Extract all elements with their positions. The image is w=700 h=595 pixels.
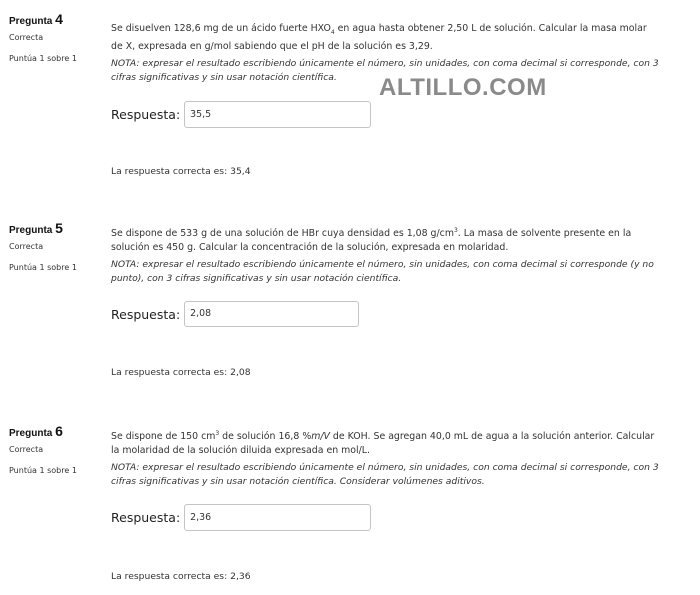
- question-text: Se dispone de 533 g de una solución de HBr cuya densidad es 1,08 $g/cm^3$. La masa de solvente presente en la solución es 450 g. Calcular la concentración de la solución, expresada en molaridad.: [111, 227, 632, 254]
- question-note: NOTA: expresar el resultado escribiendo únicamente el número, sin unidades, con coma decimal si corresponde (y no punto), con 3 cifras significativas y sin usar notación científica.: [111, 259, 654, 285]
- question-grade: Puntúa 1 sobre 1: [9, 466, 77, 475]
- answer-input[interactable]: 2,08: [184, 301, 359, 327]
- question-title: [9, 221, 104, 238]
- answer-input[interactable]: 35,5: [184, 101, 371, 128]
- question-info: [9, 221, 104, 273]
- question-note: NOTA: expresar el resultado escribiendo únicamente el número, sin unidades, con coma decimal si corresponde, con 3 cifras significativas y sin usar notación científica. Considerar volúmenes aditivos.: [111, 462, 659, 488]
- question-label: Pregunta: [9, 16, 53, 27]
- question-state: Correcta: [9, 445, 44, 454]
- question-text: Se disuelven 128,6 mg de un ácido fuerte $HXO_4$ en agua hasta obtener 2,50 L de solución. Calcular la masa molar de X, expresada en g/mol sabiendo que el pH de la solución es 3,29.: [111, 23, 647, 52]
- answer-row: [111, 101, 661, 128]
- question-grade: Puntúa 1 sobre 1: [9, 263, 77, 272]
- question-number: 4: [55, 11, 63, 27]
- question-state: Correcta: [9, 242, 44, 251]
- question-title: [9, 424, 104, 441]
- question-content: [111, 427, 661, 583]
- question-note: NOTA: expresar el resultado escribiendo únicamente el número, sin unidades, con coma decimal si corresponde, con 3 cifras significativas y sin usar notación científica.: [111, 57, 659, 83]
- watermark-logo: ALTILLO.COM: [379, 74, 547, 101]
- question-title: [9, 12, 104, 29]
- question-state: Correcta: [9, 33, 44, 42]
- answer-input[interactable]: 2,36: [184, 504, 371, 531]
- question-info: [9, 12, 104, 64]
- correct-answer-feedback: La respuesta correcta es: 35,4: [111, 165, 251, 177]
- question-number: 5: [55, 220, 63, 236]
- answer-row: [111, 301, 661, 327]
- answer-label: Respuesta:: [111, 106, 181, 122]
- question-content: [111, 224, 661, 379]
- question-info: [9, 424, 104, 476]
- correct-answer-feedback: La respuesta correcta es: 2,08: [111, 367, 251, 379]
- answer-row: [111, 504, 661, 531]
- question-number: 6: [55, 423, 63, 439]
- question-label: Pregunta: [9, 428, 53, 439]
- answer-label: Respuesta:: [111, 510, 181, 526]
- question-grade: Puntúa 1 sobre 1: [9, 54, 77, 63]
- answer-label: Respuesta:: [111, 306, 181, 322]
- question-label: Pregunta: [9, 225, 53, 236]
- correct-answer-feedback: La respuesta correcta es: 2,36: [111, 571, 251, 583]
- question-text: Se dispone de 150 $cm^3$ de solución 16,8 %m/V de KOH. Se agregan 40,0 mL de agua a la solución anterior. Calcular la molaridad de la solución diluida expresada en mol/L.: [111, 430, 655, 457]
